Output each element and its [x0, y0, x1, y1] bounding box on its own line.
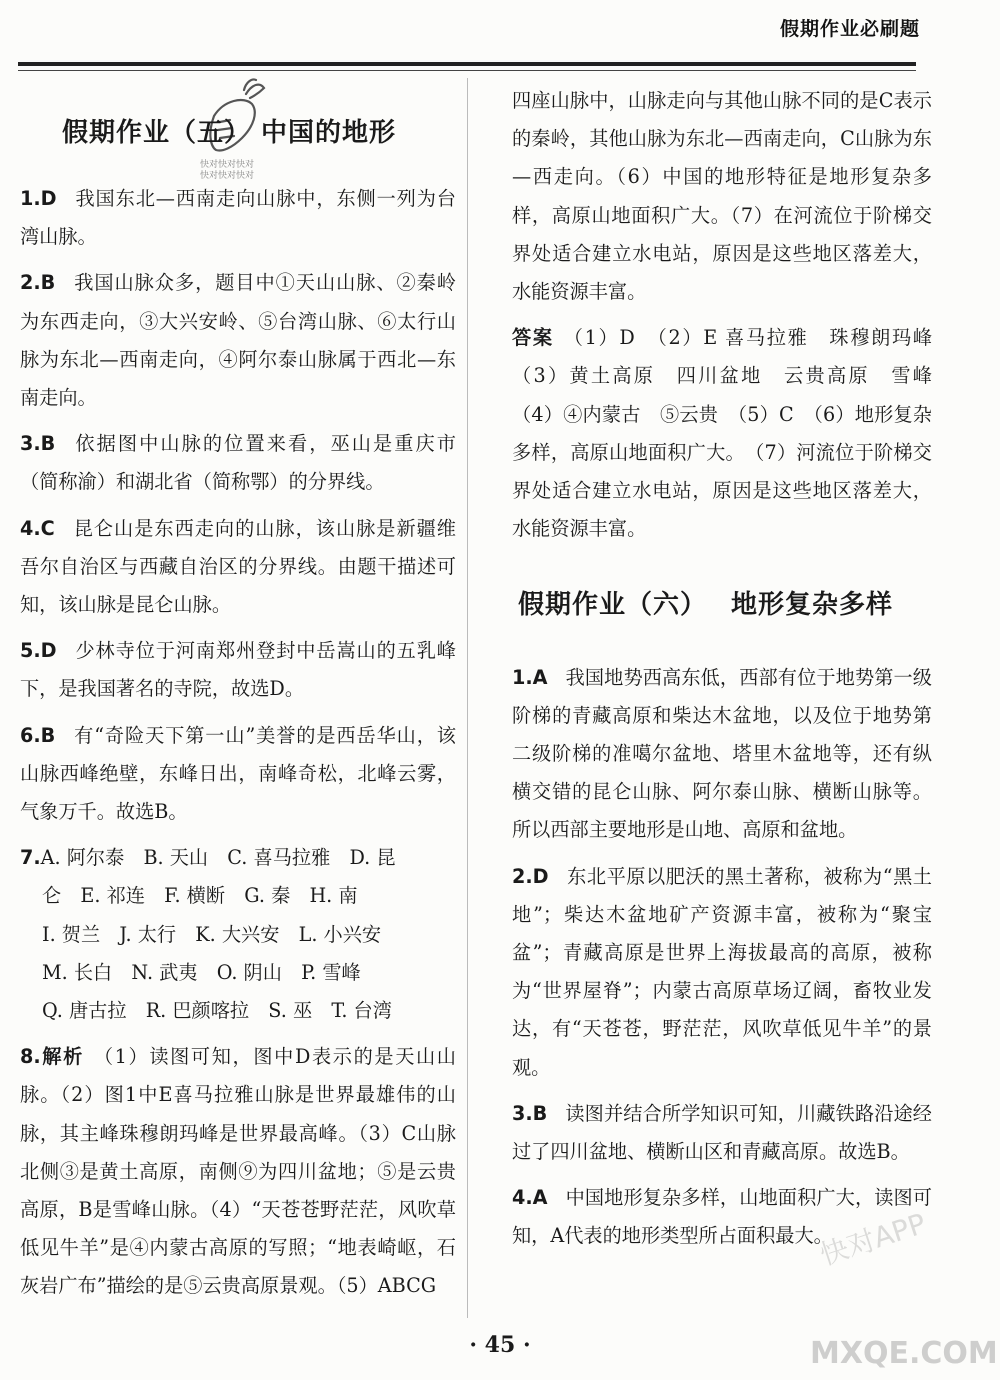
answer-item-7 [20, 839, 456, 1030]
item-explanation-continued: 四座山脉中，山脉走向与其他山脉不同的是C表示的秦岭，其他山脉为东北—西南走向，C山脉为东—西走向。（6）中国的地形特征是地形复杂多样，高原山地面积广大。（7）在河流位于阶梯交界处适合建立水电站，原因是这些地区落差大，水能资源丰富。 [512, 89, 932, 304]
item7-line: I. 贺兰 J. 太行 K. 大兴安 L. 小兴安 [42, 922, 382, 946]
answer-item-6-3 [512, 1095, 932, 1171]
item-number: 6. [20, 723, 41, 747]
answer-item-8 [20, 1038, 456, 1305]
item-number: 3. [512, 1101, 533, 1125]
item-explanation: 我国东北—西南走向山脉中，东侧一列为台湾山脉。 [20, 187, 456, 249]
answer-item-6 [20, 717, 456, 832]
header-title: 假期作业必刷题 [779, 18, 920, 40]
item-number: 8. [20, 1045, 41, 1069]
stamp-text [200, 160, 254, 182]
item-answer: A [532, 1186, 548, 1210]
answer-text: （1）D （2）E 喜马拉雅 珠穆朗玛峰 （3）黄土高原 四川盆地 云贵高原 雪峰 （4）④内蒙古 ⑤云贵 （5）C （6）地形复杂多样，高原山地面积广大。 （7）河流位于阶梯交界处适合建立水电站，原因是这些地区落差大，水能资源丰富。 [512, 326, 952, 541]
item-answer: A [532, 665, 548, 689]
analysis-label: 解析 [40, 1045, 84, 1069]
item7-line-text: A. 阿尔泰 B. 天山 C. 喜马拉雅 D. 昆 [40, 846, 396, 870]
item-explanation: 中国地形复杂多样，山地面积广大，读图可知，A代表的地形类型所占面积最大。 [512, 1186, 932, 1248]
stamp-line: 快对快对快对 [200, 160, 255, 170]
item-number: 7. [20, 846, 41, 870]
item-number: 4. [20, 516, 41, 540]
answer-item-8-continued [512, 82, 932, 311]
header-rule-thick [18, 62, 916, 66]
item-explanation: 我国地势西高东低，西部有位于地势第一级阶梯的青藏高原和柴达木盆地，以及位于地势第二级阶梯的准噶尔盆地、塔里木盆地等，还有纵横交错的昆仑山脉、阿尔泰山脉、横断山脉等。所以西部主要地形是山地、高原和盆地。 [512, 665, 932, 842]
item-explanation: 依据图中山脉的位置来看，巫山是重庆市（简称渝）和湖北省（简称鄂）的分界线。 [20, 432, 456, 494]
item-answer: B [532, 1101, 548, 1125]
item-explanation: 我国山脉众多，题目中①天山山脉、②秦岭为东西走向，③大兴安岭、⑤台湾山脉、⑥太行山脉为东北—西南走向，④阿尔泰山脉属于西北—东南走向。 [20, 271, 456, 410]
right-column [512, 82, 952, 1264]
item-number: 4. [512, 1186, 533, 1210]
item-number: 1. [512, 665, 533, 689]
item-number: 3. [20, 432, 41, 456]
item7-line: 仑 E. 祁连 F. 横断 G. 秦 H. 南 [42, 884, 358, 908]
item-answer: D [40, 639, 57, 663]
item-explanation: 读图并结合所学知识可知，川藏铁路沿途经过了四川盆地、横断山区和青藏高原。故选B。 [512, 1101, 932, 1164]
item-number: 5. [20, 639, 41, 663]
answer-item-8-answer [512, 319, 952, 548]
section-title-six-number: 假期作业（六） [518, 590, 708, 621]
item-answer: D [40, 187, 57, 210]
item7-line: M. 长白 N. 武夷 O. 阴山 P. 雪峰 [42, 960, 361, 984]
stamp-line: 快对快对快对 [200, 171, 255, 181]
header-rule-thin [18, 70, 916, 71]
item-explanation: 东北平原以肥沃的黑土著称，被称为“黑土地”；柴达木盆地矿产资源丰富，被称为“聚宝盆”；青藏高原是世界上海拔最高的高原，被称为“世界屋脊”；内蒙古高原草场辽阔，畜牧业发达，有“天苍苍，野茫茫，风吹草低见牛羊”的景观。 [512, 864, 932, 1079]
answer-label: 答案 [512, 326, 554, 350]
answer-item-5 [20, 632, 456, 708]
item7-line [20, 839, 456, 877]
section-title-six [518, 586, 932, 624]
column-divider [467, 78, 468, 1318]
section-title-six-topic: 地形复杂多样 [731, 590, 894, 621]
item-explanation: 少林寺位于河南郑州登封中岳嵩山的五乳峰下，是我国著名的寺院，故选D。 [20, 639, 456, 701]
answer-item-6-2 [512, 858, 932, 1087]
answer-item-4 [20, 510, 456, 625]
item-answer: D [532, 864, 549, 888]
section-title-five: 假期作业（五） 中国的地形 [62, 118, 397, 148]
item-number: 1. [20, 187, 41, 210]
item-number: 2. [512, 864, 533, 888]
item7-line: Q. 唐古拉 R. 巴颜喀拉 S. 巫 T. 台湾 [42, 999, 392, 1023]
watermark-app: 快对APP [816, 1206, 930, 1272]
page-number: · 45 · [469, 1332, 531, 1358]
item-explanation: 有“奇险天下第一山”美誉的是西岳华山，该山脉西峰绝壁，东峰日出，南峰奇松，北峰云雾，气象万千。故选B。 [20, 723, 456, 824]
item-answer: B [40, 432, 56, 456]
left-column [20, 180, 456, 1314]
item-number: 2. [20, 271, 41, 295]
answer-item-2 [20, 264, 456, 417]
item-explanation: 昆仑山是东西走向的山脉，该山脉是新疆维吾尔自治区与西藏自治区的分界线。由题干描述可知，该山脉是昆仑山脉。 [20, 516, 456, 617]
item-answer: B [40, 723, 56, 747]
answer-item-3 [20, 425, 456, 501]
item-answer: C [40, 516, 55, 540]
item-explanation: （1）读图可知，图中D表示的是天山山脉。（2）图1中E喜马拉雅山脉是世界最雄伟的山脉，其主峰珠穆朗玛峰是世界最高峰。（3）C山脉北侧③是黄土高原，南侧⑨为四川盆地；⑤是云贵高原，B是雪峰山脉。（4）“天苍苍野茫茫，风吹草低见牛羊”是④内蒙古高原的写照；“地表崎岖，石灰岩广布”描绘的是⑤云贵高原景观。（5）ABCG [20, 1045, 456, 1298]
answer-item-6-1 [512, 659, 932, 850]
watermark-site: MXQE.COM [810, 1336, 998, 1371]
item-answer: B [40, 271, 56, 295]
answer-item-1 [20, 180, 456, 256]
